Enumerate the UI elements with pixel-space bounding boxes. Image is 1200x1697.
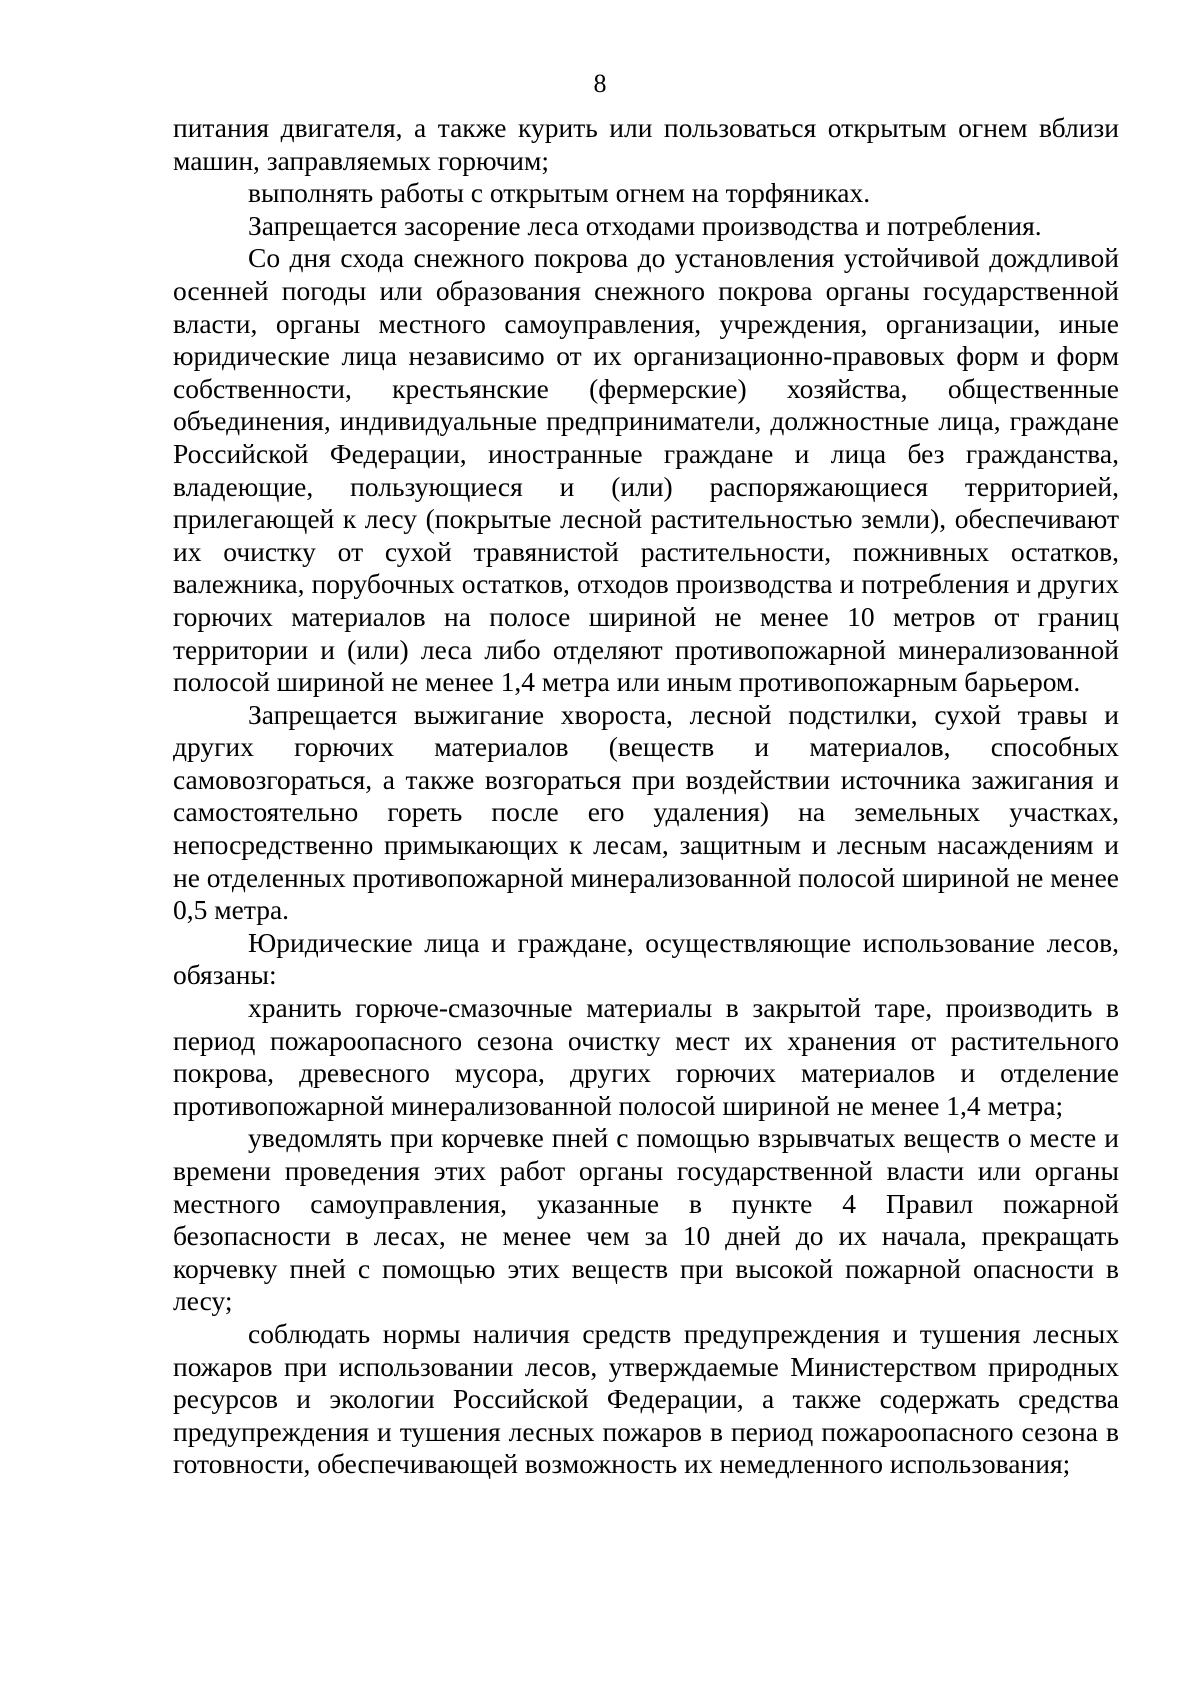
page-number: 8 [593,69,607,98]
paragraph: Со дня схода снежного покрова до установления устойчивой дождливой осенней погоды или образования снежного покрова органы государственной власти, органы местного самоуправления, учреждения, организации, иные юридические лица независимо от их организационно-правовых форм и форм собственности, крестьянские (фермерские) хозяйства, общественные объединения, индивидуальные предприниматели, должностные лица, граждане Российской Федерации, иностранные граждане и лица без гражданства, владеющие, пользующиеся и (или) распоряжающиеся территорией, прилегающей к лесу (покрытые лесной растительностью земли), обеспечивают их очистку от сухой травянистой растительности, пожнивных остатков, валежника, порубочных остатков, отходов производства и потребления и других горючих материалов на полосе шириной не менее 10 метров от границ территории и (или) леса либо отделяют противопожарной минерализованной полосой шириной не менее 1,4 метра или иным противопожарным барьером. [173,242,1119,698]
paragraph: уведомлять при корчевке пней с помощью взрывчатых веществ о месте и времени проведения этих работ органы государственной власти или органы местного самоуправления, указанные в пункте 4 Правил пожарной безопасности в лесах, не менее чем за 10 дней до их начала, прекращать корчевку пней с помощью этих веществ при высокой пожарной опасности в лесу; [173,1122,1119,1317]
paragraph-continuation: питания двигателя, а также курить или пользоваться открытым огнем вблизи машин, заправляемых горючим; [173,112,1119,176]
paragraph: Запрещается засорение леса отходами производства и потребления. [248,209,1042,241]
paragraph: хранить горюче-смазочные материалы в закрытой таре, производить в период пожароопасного сезона очистку мест их хранения от растительного покрова, древесного мусора, других горючих материалов и отделение противопожарной минерализованной полосой шириной не менее 1,4 метра; [173,992,1119,1121]
paragraph: выполнять работы с открытым огнем на торфяниках. [248,177,871,209]
paragraph: Запрещается выжигание хвороста, лесной подстилки, сухой травы и других горючих материалов (веществ и материалов, способных самовозгораться, а также возгораться при воздействии источника зажигания и самостоятельно гореть после его удаления) на земельных участках, непосредственно примыкающих к лесам, защитным и лесным насаждениям и не отделенных противопожарной минерализованной полосой шириной не менее 0,5 метра. [173,698,1119,926]
paragraph: соблюдать нормы наличия средств предупреждения и тушения лесных пожаров при использовании лесов, утверждаемые Министерством природных ресурсов и экологии Российской Федерации, а также содержать средства предупреждения и тушения лесных пожаров в период пожароопасного сезона в готовности, обеспечивающей возможность их немедленного использования; [173,1317,1119,1480]
document-body [173,112,1119,1481]
paragraph: Юридические лица и граждане, осуществляющие использование лесов, обязаны: [173,926,1119,991]
